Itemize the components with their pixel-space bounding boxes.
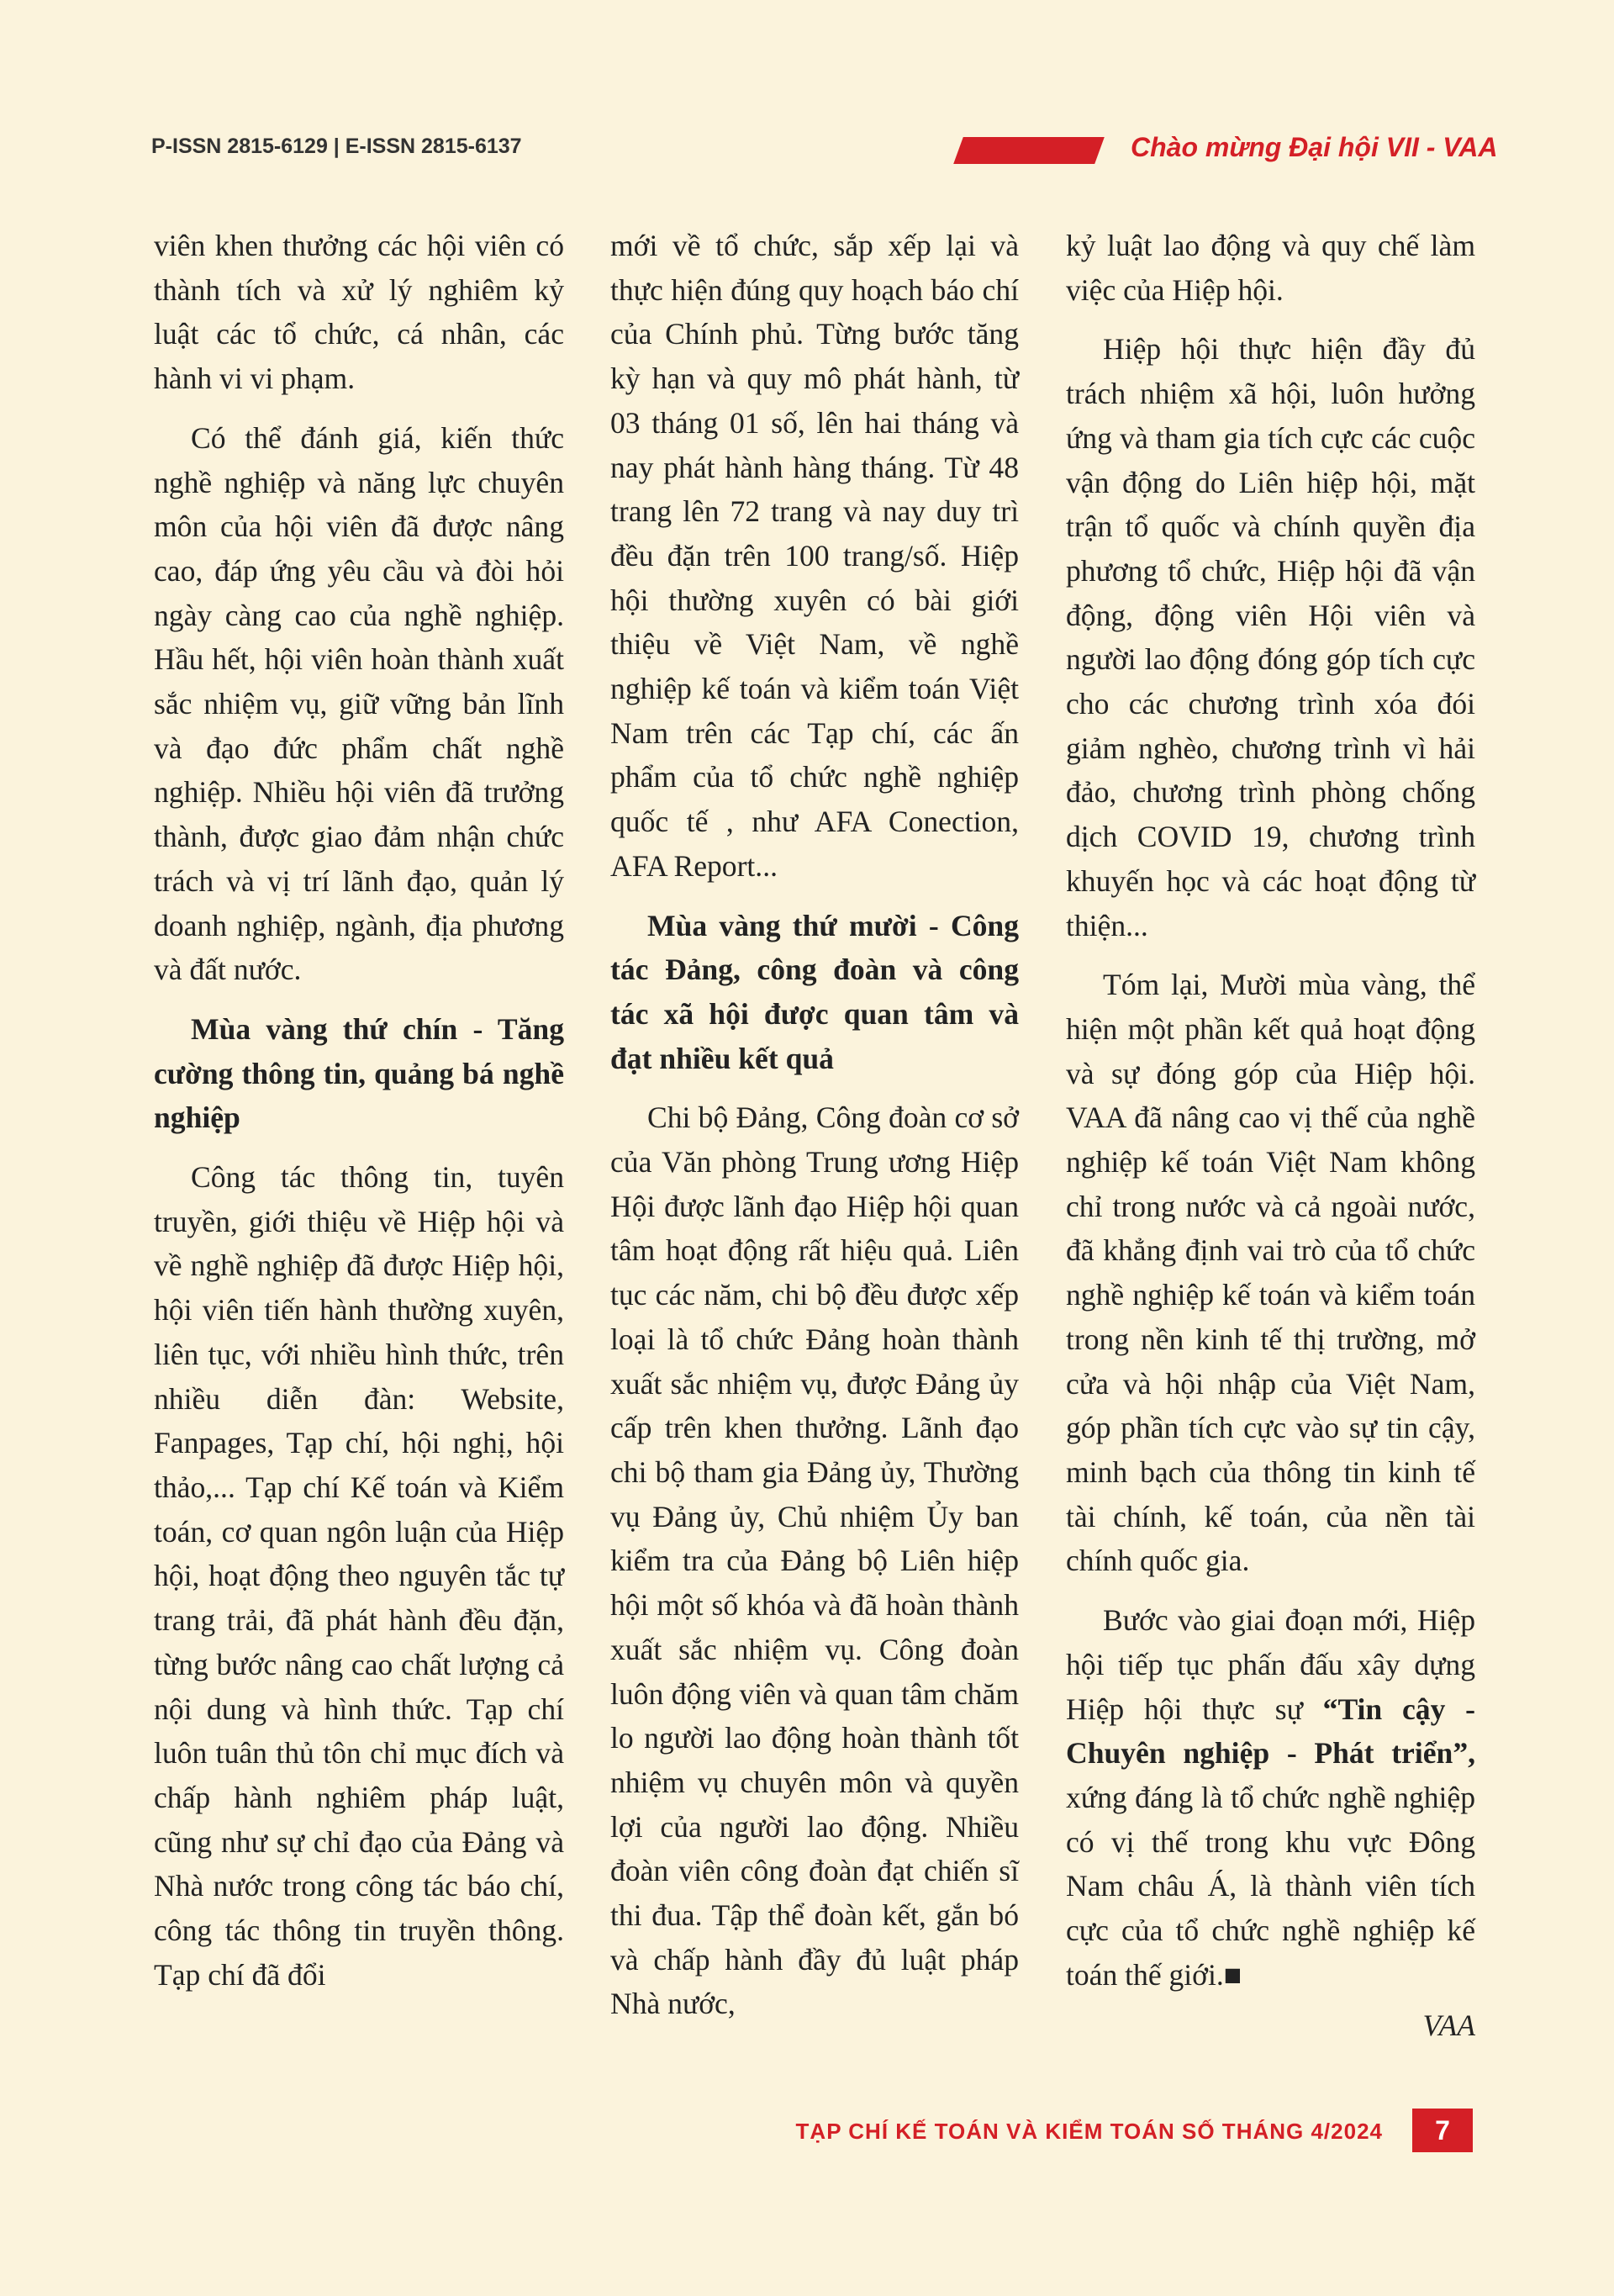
journal-footer: TẠP CHÍ KẾ TOÁN VÀ KIỂM TOÁN SỐ THÁNG 4/2024 (795, 2119, 1383, 2144)
paragraph: Tóm lại, Mười mùa vàng, thể hiện một phần kết quả hoạt động và sự đóng góp của Hiệp hội. VAA đã nâng cao vị thế của nghề nghiệp kế toán Việt Nam không chỉ trong nước và cả ngoài nước, đã khẳng định vai trò của tổ chức nghề nghiệp kế toán và kiểm toán trong nền kinh tế thị trường, mở cửa và hội nhập của Việt Nam, góp phần tích cực vào sự tin cậy, minh bạch của thông tin kinh tế tài chính, kế toán, của nền tài chính quốc gia. (1066, 968, 1475, 1578)
section-heading: Mùa vàng thứ chín - Tăng cường thông tin, quảng bá nghề nghiệp (154, 1011, 564, 1135)
column-2 (610, 224, 1019, 2026)
paragraph: Chi bộ Đảng, Công đoàn cơ sở của Văn phòng Trung ương Hiệp Hội được lãnh đạo Hiệp hội quan tâm hoạt động rất hiệu quả. Liên tục các năm, chi bộ đều được xếp loại là tổ chức Đảng hoàn thành xuất sắc nhiệm vụ, được Đảng ủy cấp trên khen thưởng. Lãnh đạo chi bộ tham gia Đảng ủy, Thường vụ Đảng ủy, Chủ nhiệm Ủy ban kiểm tra của Đảng bộ Liên hiệp hội một số khóa và đã hoàn thành xuất sắc nhiệm vụ. Công đoàn luôn động viên và quan tâm chăm lo người lao động hoàn thành tốt nhiệm vụ chuyên môn và quyền lợi của người lao động. Nhiều đoàn viên công đoàn đạt chiến sĩ thi đua. Tập thể đoàn kết, gắn bó và chấp hành đầy đủ luật pháp Nhà nước, (610, 1100, 1019, 2021)
closing-text: Bước vào giai đoạn mới, Hiệp hội tiếp tục phấn đấu xây dựng Hiệp hội thực sự (1066, 1603, 1475, 1726)
paragraph: viên khen thưởng các hội viên có thành tích và xử lý nghiêm kỷ luật các tổ chức, cá nhân, các hành vi vi phạm. (154, 229, 564, 396)
signature: VAA (1422, 2008, 1475, 2043)
issn-header: P-ISSN 2815-6129 | E-ISSN 2815-6137 (151, 135, 522, 158)
closing-text-end: xứng đáng là tổ chức nghề nghiệp có vị thế trong khu vực Đông Nam châu Á, là thành viên tích cực của tổ chức nghề nghiệp kế toán thế giới. (1066, 1780, 1475, 1992)
paragraph: Hiệp hội thực hiện đầy đủ trách nhiệm xã hội, luôn hưởng ứng và tham gia tích cực các cuộc vận động do Liên hiệp hội, mặt trận tổ quốc và chính quyền địa phương tổ chức, Hiệp hội đã vận động, động viên Hội viên và người lao động đóng góp tích cực cho các chương trình xóa đói giảm nghèo, chương trình vì hải đảo, chương trình phòng chống dịch COVID 19, chương trình khuyến học và các hoạt động từ thiện... (1066, 332, 1475, 942)
paragraph: Có thể đánh giá, kiến thức nghề nghiệp và năng lực chuyên môn của hội viên đã được nâng cao, đáp ứng yêu cầu và đòi hỏi ngày càng cao của nghề nghiệp. Hầu hết, hội viên hoàn thành xuất sắc nhiệm vụ, giữ vững bản lĩnh và đạo đức phẩm chất nghề nghiệp. Nhiều hội viên đã trưởng thành, được giao đảm nhận chức trách và vị trí lãnh đạo, quản lý doanh nghiệp, ngành, địa phương và đất nước. (154, 420, 564, 987)
header-red-bar (953, 137, 1105, 164)
column-1 (154, 224, 564, 1997)
congress-banner: Chào mừng Đại hội VII - VAA (1131, 132, 1498, 162)
section-heading: Mùa vàng thứ mười - Công tác Đảng, công đoàn và công tác xã hội được quan tâm và đạt nhiều kết quả (610, 908, 1019, 1075)
paragraph: mới về tổ chức, sắp xếp lại và thực hiện đúng quy hoạch báo chí của Chính phủ. Từng bước tăng kỳ hạn và quy mô phát hành, từ 03 tháng 01 số, lên hai tháng và nay phát hành hàng tháng. Từ 48 trang lên 72 trang và nay duy trì đều đặn trên 100 trang/số. Hiệp hội thường xuyên có bài giới thiệu về Việt Nam, về nghề nghiệp kế toán và kiểm toán Việt Nam trên các Tạp chí, các ấn phẩm của tổ chức nghề nghiệp quốc tế , như AFA Conection, AFA Report... (610, 229, 1019, 883)
paragraph: kỷ luật lao động và quy chế làm việc của Hiệp hội. (1066, 229, 1475, 307)
column-3 (1066, 224, 1475, 2048)
slogan: “Tin cậy - Chuyên nghiệp - Phát triển”, (1066, 1692, 1475, 1771)
page-number: 7 (1412, 2109, 1473, 2152)
closing-paragraph (1066, 1598, 1475, 1997)
paragraph: Công tác thông tin, tuyên truyền, giới thiệu về Hiệp hội và về nghề nghiệp đã được Hiệp hội, hội viên tiến hành thường xuyên, liên tục, với nhiều hình thức, trên nhiều diễn đàn: Website, Fanpages, Tạp chí, hội nghị, hội thảo,... Tạp chí Kế toán và Kiểm toán, cơ quan ngôn luận của Hiệp hội, hoạt động theo nguyên tắc tự trang trải, đã phát hành đều đặn, từng bước nâng cao chất lượng cả nội dung và hình thức. Tạp chí luôn tuân thủ tôn chỉ mục đích và chấp hành nghiêm pháp luật, cũng như sự chỉ đạo của Đảng và Nhà nước trong công tác báo chí, công tác thông tin truyền thông. Tạp chí đã đổi (154, 1160, 564, 1992)
end-mark: ■ (1223, 1957, 1242, 1992)
